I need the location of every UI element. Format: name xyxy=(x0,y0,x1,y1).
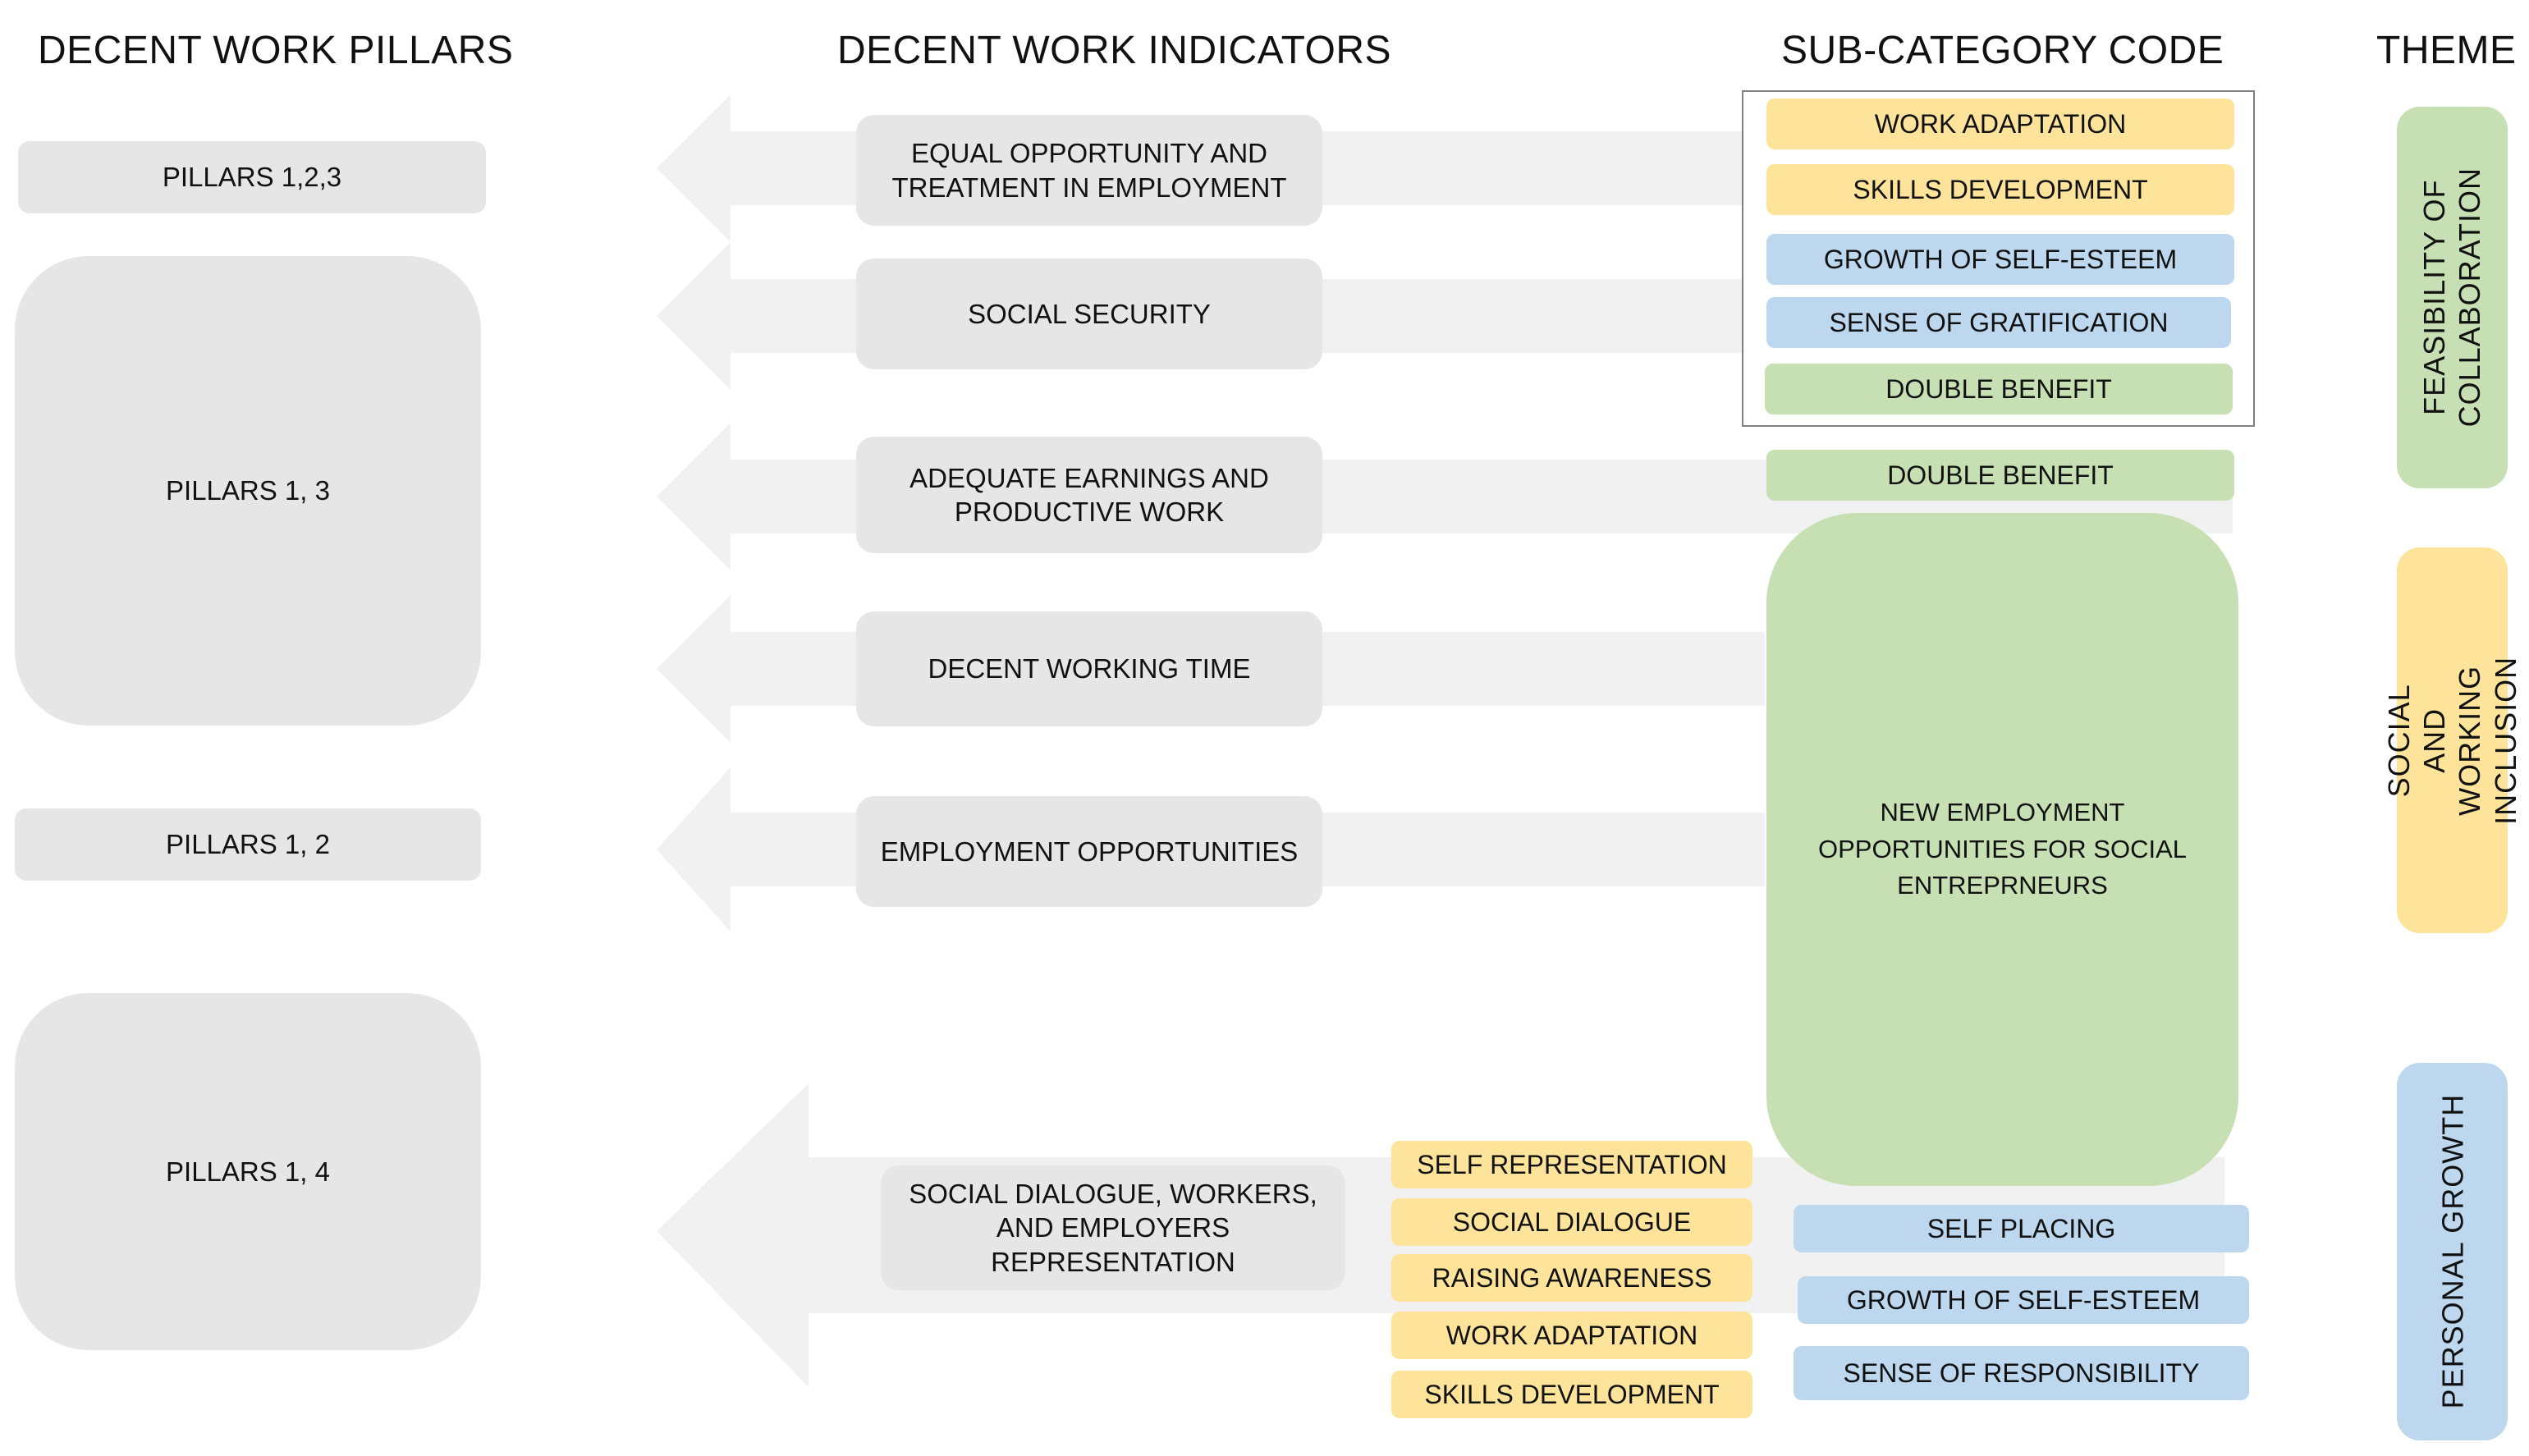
header-indicators: DECENT WORK INDICATORS xyxy=(837,29,1392,72)
theme-label: SOCIAL AND WORKING INCLUSION xyxy=(2382,656,2522,825)
theme-personal-growth xyxy=(2397,1063,2508,1440)
indicator-box: ADEQUATE EARNINGS AND PRODUCTIVE WORK xyxy=(856,437,1322,553)
subcategory-tag: RAISING AWARENESS xyxy=(1391,1254,1752,1302)
subcategory-tag: DOUBLE BENEFIT xyxy=(1766,450,2234,501)
subcategory-tag: SELF REPRESENTATION xyxy=(1391,1141,1752,1188)
subcategory-tag: GROWTH OF SELF-ESTEEM xyxy=(1798,1276,2249,1324)
subcategory-tag: SELF PLACING xyxy=(1794,1205,2249,1252)
subcategory-tag: SKILLS DEVELOPMENT xyxy=(1766,164,2234,215)
theme-label: PERSONAL GROWTH xyxy=(2435,1094,2469,1409)
pillar-box: PILLARS 1, 2 xyxy=(15,808,481,881)
indicator-box: DECENT WORKING TIME xyxy=(856,611,1322,726)
indicator-box: EQUAL OPPORTUNITY AND TREATMENT IN EMPLOYMENT xyxy=(856,115,1322,226)
indicator-box: EMPLOYMENT OPPORTUNITIES xyxy=(856,796,1322,907)
header-theme: THEME xyxy=(2376,29,2517,72)
pillar-box: PILLARS 1, 3 xyxy=(15,256,481,726)
subcategory-tag: GROWTH OF SELF-ESTEEM xyxy=(1766,234,2234,285)
subcategory-tag: SENSE OF RESPONSIBILITY xyxy=(1794,1346,2249,1400)
theme-feasibility-of-collaboration xyxy=(2397,107,2508,488)
header-pillars: DECENT WORK PILLARS xyxy=(38,29,514,72)
theme-label: FEASIBILITY OF COLLABORATION xyxy=(2417,167,2487,428)
subcategory-tag: WORK ADAPTATION xyxy=(1391,1312,1752,1359)
subcategory-tag: SKILLS DEVELOPMENT xyxy=(1391,1371,1752,1418)
theme-social-and-working-inclusion xyxy=(2382,547,2522,933)
pillar-box: PILLARS 1, 4 xyxy=(15,993,481,1350)
subcategory-tag: SENSE OF GRATIFICATION xyxy=(1766,297,2231,348)
subcategory-new-employment: NEW EMPLOYMENT OPPORTUNITIES FOR SOCIAL ENTREPRNEURS xyxy=(1766,513,2238,1186)
subcategory-tag: DOUBLE BENEFIT xyxy=(1765,364,2233,414)
pillar-box: PILLARS 1,2,3 xyxy=(18,141,486,213)
subcategory-tag: SOCIAL DIALOGUE xyxy=(1391,1198,1752,1246)
indicator-box: SOCIAL DIALOGUE, WORKERS, AND EMPLOYERS REPRESENTATION xyxy=(881,1165,1345,1290)
indicator-box: SOCIAL SECURITY xyxy=(856,259,1322,369)
header-subcategory: SUB-CATEGORY CODE xyxy=(1781,29,2224,72)
subcategory-tag: WORK ADAPTATION xyxy=(1766,98,2234,149)
